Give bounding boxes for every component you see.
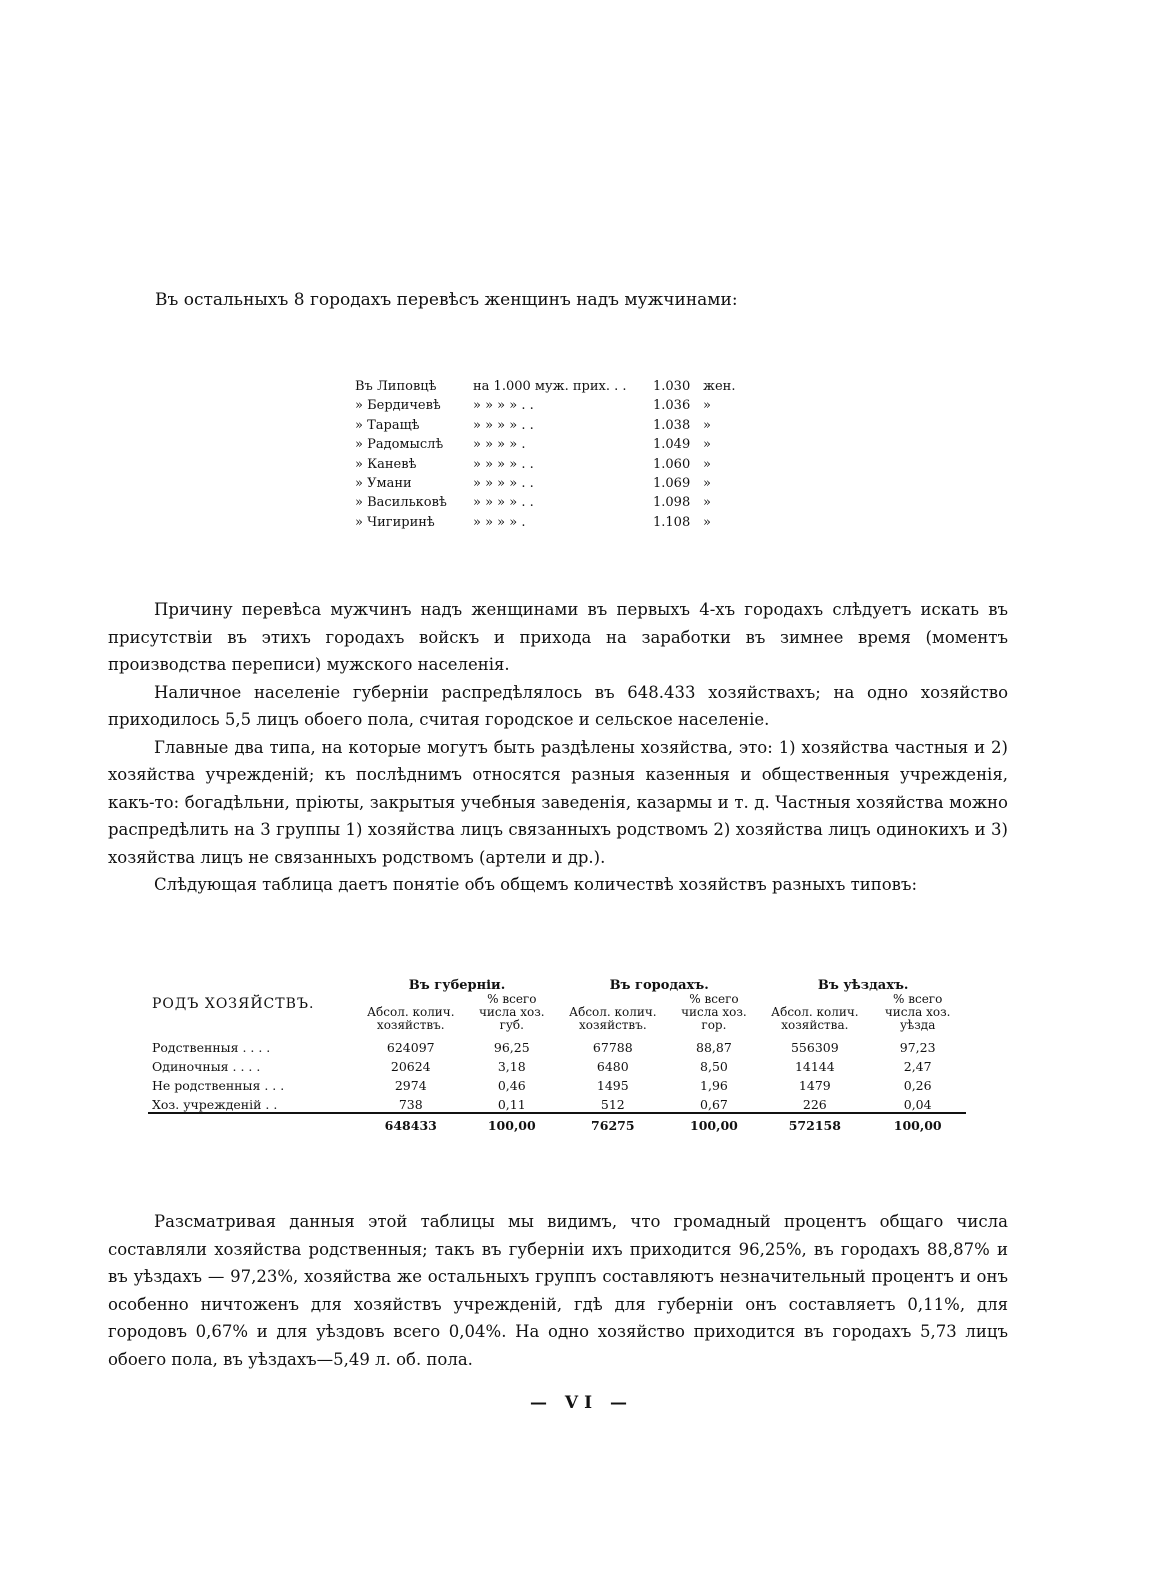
total-cell: 100,00 xyxy=(869,1113,966,1133)
paragraph: Наличное населеніе губерніи распредѣлялось въ 648.433 хозяйствахъ; на одно хозяйство приходилось 5,5 лицъ обоего пола, считая городское и сельское населеніе. xyxy=(108,682,1008,729)
table-cell: 0,67 xyxy=(700,1097,728,1112)
list-item xyxy=(355,513,743,532)
city-unit: » xyxy=(703,495,711,511)
city-name: » Каневѣ xyxy=(355,456,417,472)
table-cell: 738 xyxy=(398,1097,423,1112)
city-phrase: » » » » . . xyxy=(473,456,534,472)
table-cell: 2974 xyxy=(394,1078,427,1093)
paragraph: Разсматривая данныя этой таблицы мы видимъ, что громадный процентъ общаго числа составляли хозяйства родственныя; такъ въ губерніи ихъ приходится 96,25%, въ городахъ 88,87% и въ уѣздахъ — 97,23%, хозяйства же остальныхъ группъ составляютъ незначительный процентъ и онъ особенно ничтоженъ для хозяйствъ учрежденій, гдѣ для губерніи онъ составляетъ 0,11%, для городовъ 0,67% и для уѣздовъ всего 0,04%. На одно хозяйство приходится въ городахъ 5,73 лицъ обоего пола, въ уѣздахъ—5,49 л. об. пола. xyxy=(108,1212,1008,1369)
table-cell: 88,87 xyxy=(696,1040,732,1055)
list-item xyxy=(355,435,743,454)
table-cell: 97,23 xyxy=(899,1040,936,1055)
households-table xyxy=(148,973,966,1133)
column-header: Абсол. колич. хозяйствъ. xyxy=(569,1005,657,1032)
column-header: % всего числа хоз. уѣзда xyxy=(884,992,951,1032)
table-cell: 226 xyxy=(802,1097,827,1112)
city-phrase: » » » » . . xyxy=(473,417,534,433)
table-row xyxy=(148,1055,966,1074)
total-cell: 572158 xyxy=(760,1113,869,1133)
city-name: » Радомыслѣ xyxy=(355,437,444,453)
paragraph: Слѣдующая таблица даетъ понятіе объ общемъ количествѣ хозяйствъ разныхъ типовъ: xyxy=(154,875,918,894)
table-cell: 1495 xyxy=(596,1078,629,1093)
table-cell: 0,26 xyxy=(903,1078,932,1093)
column-header: Абсол. колич. хозяйства. xyxy=(771,1005,859,1032)
table-group-header-row xyxy=(148,973,966,993)
city-name: Въ Липовцѣ xyxy=(355,379,437,394)
list-item xyxy=(355,396,743,415)
table-cell: 1479 xyxy=(798,1078,831,1093)
city-phrase: на 1.000 муж. прих. . . xyxy=(473,379,627,394)
city-value: 1.098 xyxy=(653,495,691,511)
city-value: 1.036 xyxy=(653,398,691,414)
list-item xyxy=(355,455,743,474)
city-unit: » xyxy=(703,417,711,433)
city-name: » Таращѣ xyxy=(355,417,420,433)
city-unit: жен. xyxy=(703,379,736,394)
city-phrase: » » » » . xyxy=(473,437,526,453)
group-header: Въ губерніи. xyxy=(408,978,506,993)
intro-line: Въ остальныхъ 8 городахъ перевѣсъ женщинъ надъ мужчинами: xyxy=(155,290,738,310)
city-value: 1.030 xyxy=(653,379,691,394)
group-header: Въ уѣздахъ. xyxy=(817,978,909,993)
table-cell: 1,96 xyxy=(700,1078,728,1093)
table-cell: 8,50 xyxy=(700,1059,728,1074)
body-text-bottom xyxy=(108,1208,1008,1373)
table-cell: 0,04 xyxy=(903,1097,932,1112)
page-number: — VI — xyxy=(530,1393,633,1413)
table-cell: 96,25 xyxy=(493,1040,530,1055)
city-value: 1.038 xyxy=(653,417,691,433)
table-cell: 556309 xyxy=(790,1040,839,1055)
city-value: 1.060 xyxy=(653,456,691,472)
table-cell: 624097 xyxy=(386,1040,435,1055)
table-cell: 20624 xyxy=(390,1059,431,1074)
column-header: Абсол. колич. хозяйствъ. xyxy=(366,1005,455,1032)
total-label-cell xyxy=(148,1113,356,1133)
city-phrase: » » » » . . xyxy=(473,398,534,414)
total-cell: 648433 xyxy=(356,1113,466,1133)
column-header: % всего числа хоз. губ. xyxy=(478,992,545,1032)
body-text-top xyxy=(108,596,1008,899)
row-label: Родственныя . . . . xyxy=(152,1040,271,1055)
city-name: » Чигиринѣ xyxy=(355,514,435,530)
paragraph: Причину перевѣса мужчинъ надъ женщинами въ первыхъ 4-хъ городахъ слѣдуетъ искать въ присутствіи въ этихъ городахъ войскъ и прихода на заработки въ зимнее время (моментъ производства переписи) мужского населенія. xyxy=(108,600,1008,674)
list-item xyxy=(355,416,743,435)
city-unit: » xyxy=(703,437,711,453)
row-label: Одиночныя . . . . xyxy=(152,1059,261,1074)
city-value: 1.108 xyxy=(653,514,691,530)
table-cell: 512 xyxy=(600,1097,625,1112)
city-value: 1.069 xyxy=(653,476,691,492)
city-phrase: » » » » . . xyxy=(473,495,534,511)
city-unit: » xyxy=(703,398,711,414)
row-header: РОДЪ ХОЗЯЙСТВЪ. xyxy=(152,996,315,1012)
list-item xyxy=(355,474,743,493)
city-ratio-list xyxy=(355,377,743,532)
city-name: » Васильковѣ xyxy=(355,495,447,511)
city-phrase: » » » » . xyxy=(473,514,526,530)
total-cell: 100,00 xyxy=(668,1113,761,1133)
city-phrase: » » » » . . xyxy=(473,476,534,492)
table-cell: 2,47 xyxy=(903,1059,932,1074)
city-name: » Умани xyxy=(355,476,412,492)
total-cell: 100,00 xyxy=(466,1113,559,1133)
table-cell: 67788 xyxy=(592,1040,633,1055)
table-total-row xyxy=(148,1113,966,1133)
column-header: % всего числа хоз. гор. xyxy=(681,992,747,1032)
city-unit: » xyxy=(703,476,711,492)
group-header: Въ городахъ. xyxy=(609,978,709,993)
total-cell: 76275 xyxy=(558,1113,668,1133)
table-cell: 0,46 xyxy=(497,1078,526,1093)
paragraph: Главные два типа, на которые могутъ быть раздѣлены хозяйства, это: 1) хозяйства частныя и 2) хозяйства учрежденій; къ послѣднимъ относятся разныя казенныя и общественныя учрежденія, какъ-то: богадѣльни, пріюты, закрытыя учебныя заведенія, казармы и т. д. Частныя хозяйства можно распредѣлить на 3 группы 1) хозяйства лицъ связанныхъ родствомъ 2) хозяйства лицъ одинокихъ и 3) хозяйства лицъ не связанныхъ родствомъ (артели и др.). xyxy=(108,737,1008,867)
table-cell: 3,18 xyxy=(497,1059,526,1074)
table-row xyxy=(148,1093,966,1113)
table-cell: 14144 xyxy=(794,1059,835,1074)
row-label: Не родственныя . . . xyxy=(152,1078,285,1093)
city-unit: » xyxy=(703,514,711,530)
table-cell: 6480 xyxy=(596,1059,629,1074)
city-unit: » xyxy=(703,456,711,472)
row-label: Хоз. учрежденій . . xyxy=(152,1097,278,1112)
list-item xyxy=(355,377,743,396)
table-row xyxy=(148,1074,966,1093)
list-item xyxy=(355,493,743,512)
table-row xyxy=(148,1036,966,1055)
city-name: » Бердичевѣ xyxy=(355,398,441,414)
city-value: 1.049 xyxy=(653,437,691,453)
table-cell: 0,11 xyxy=(497,1097,526,1112)
